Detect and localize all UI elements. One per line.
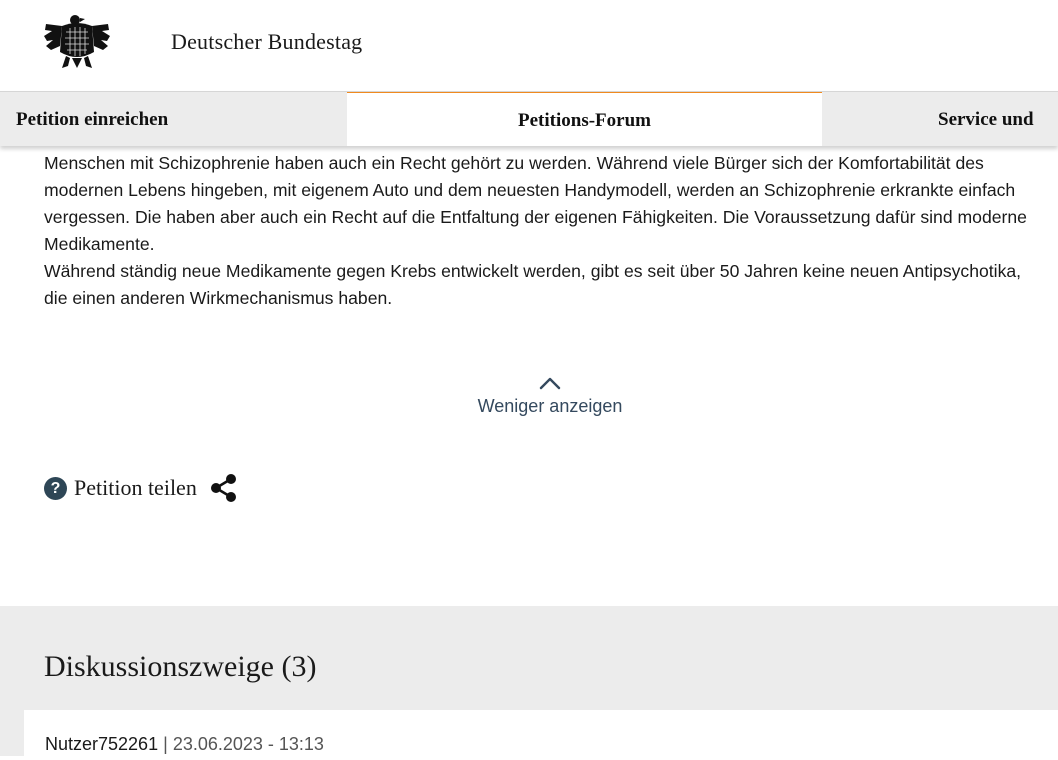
show-less-label: Weniger anzeigen	[477, 396, 623, 416]
site-header	[0, 0, 1058, 91]
comment-author[interactable]: Nutzer752261	[45, 734, 159, 754]
discussion-section	[0, 606, 1058, 756]
discussion-title: Diskussionszweige (3)	[44, 650, 317, 683]
chevron-up-icon	[539, 376, 561, 390]
comment-meta	[45, 734, 324, 755]
nav-item-petitions-forum[interactable]: Petitions-Forum	[347, 91, 822, 146]
comment-separator: |	[163, 734, 168, 754]
comment-card	[24, 710, 1058, 760]
nav-item-service[interactable]: Service und	[938, 109, 1034, 130]
show-less-toggle[interactable]	[0, 376, 1058, 417]
comment-date: 23.06.2023 - 13:13	[172, 734, 324, 754]
site-title: Deutscher Bundestag	[171, 29, 363, 54]
nav-item-petition-einreichen[interactable]: Petition einreichen	[16, 109, 169, 130]
share-label: Petition teilen	[74, 475, 197, 500]
bundesadler-eagle-icon[interactable]	[44, 12, 110, 70]
petition-text	[44, 150, 1034, 312]
petition-paragraph: Während ständig neue Medikamente gegen Krebs entwickelt werden, gibt es seit über 50 Jahren keine neuen Antipsychotika, die einen anderen Wirkmechanismus haben.	[44, 261, 1022, 308]
share-petition	[44, 472, 239, 504]
petition-paragraph: Menschen mit Schizophrenie haben auch ein Recht gehört zu werden. Während viele Bürger sich der Komfortabilität des modernen Lebens hingeben, mit eigenem Auto und dem neuesten Handymodell, werden an Schizophrenie erkrankte einfach vergessen. Die haben aber auch ein Recht auf die Entfaltung der eigenen Fähigkeiten. Die Voraussetzung dafür sind moderne Medikamente.	[44, 153, 1027, 254]
share-icon[interactable]	[209, 473, 239, 503]
help-icon[interactable]: ?	[44, 477, 67, 500]
main-navigation	[0, 91, 1058, 146]
